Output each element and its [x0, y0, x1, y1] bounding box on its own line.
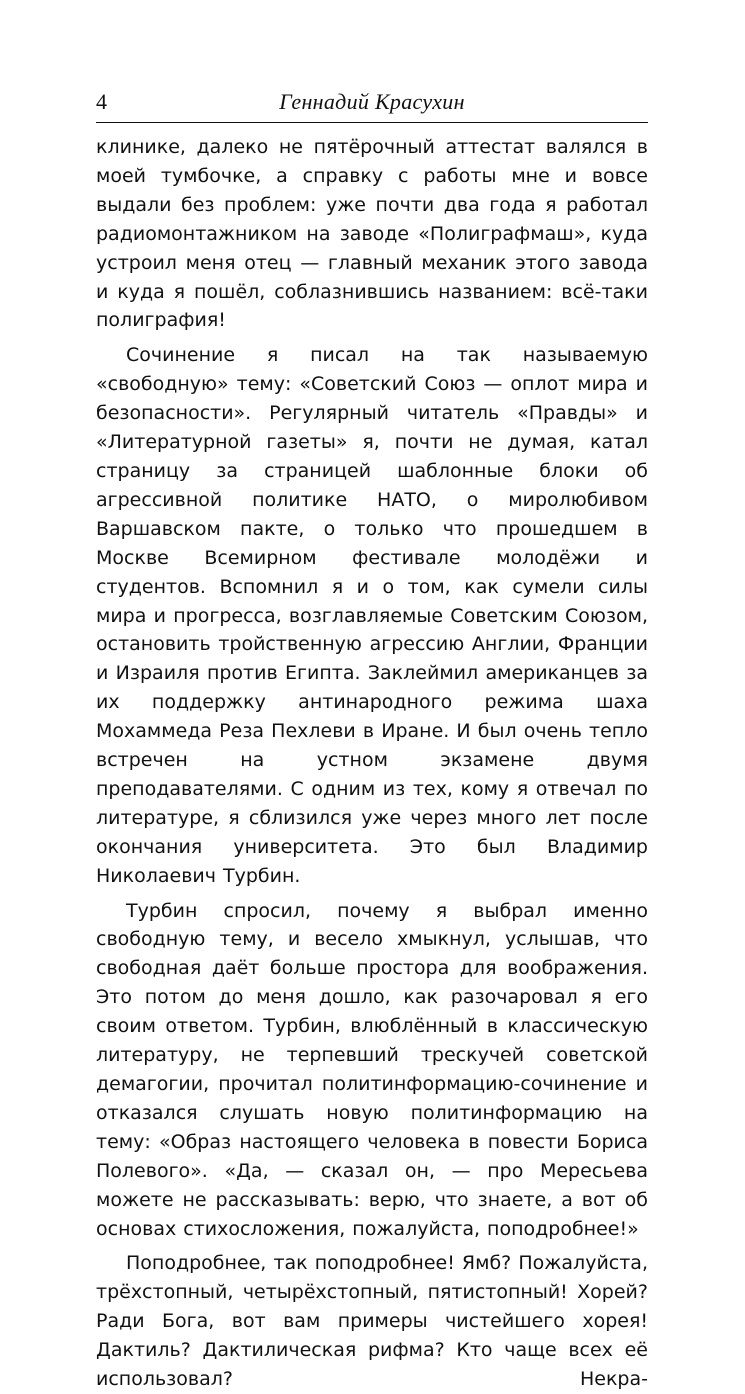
paragraph-continuation: клинике, далеко не пятёрочный аттестат валялся в моей тумбочке, а справку с работы мне и вовсе выдали без проблем: уже почти два года я работал радиомонтажником на заводе «Полиграфмаш», куда устроил меня отец — главный механик этого завода и куда я пошёл, соблазнившись названием: всё-таки полиграфия!	[96, 136, 648, 332]
running-head	[96, 88, 648, 118]
running-title-author: Геннадий Красухин	[279, 89, 465, 114]
body-text	[96, 133, 648, 1394]
paragraph: Сочинение я писал на так называемую «свободную» тему: «Советский Союз — оплот мира и безопасности». Регулярный читатель «Правды» и «Литературной газеты» я, почти не думая, катал страницу за страницей шаблонные блоки об агрессивной политике НАТО, о миролюбивом Варшавском пакте, о только что прошедшем в Москве Всемирном фестивале молодёжи и студентов. Вспомнил я и о том, как сумели силы мира и прогресса, возглавляемые Советским Союзом, остановить тройственную агрессию Англии, Франции и Израиля против Египта. Заклеймил американцев за их поддержку антинародного режима шаха Мохаммеда Реза Пехлеви в Иране. И был очень тепло встречен на устном экзамене двумя преподавателями. С одним из тех, кому я отвечал по литературе, я сблизился уже через много лет после окончания университета. Это был Владимир Николаевич Турбин.	[96, 344, 648, 887]
paragraph: Турбин спросил, почему я выбрал именно свободную тему, и весело хмыкнул, услышав, что свободная даёт больше простора для воображения. Это потом до меня дошло, как разочаровал я его своим ответом. Турбин, влюблённый в классическую литературу, не терпевший трескучей советской демагогии, прочитал политинформацию-сочинение и отказался слушать новую политинформацию на тему: «Образ настоящего человека в повести Бориса Полевого». «Да, — сказал он, — про Мересьева можете не рассказывать: верю, что знаете, а вот об основах стихосложения, пожалуйста, поподробнее!»	[96, 899, 648, 1240]
paragraph: Поподробнее, так поподробнее! Ямб? Пожалуйста, трёхстопный, четырёхстопный, пятистопный! Хорей? Ради Бога, вот вам примеры чистейшего хорея! Дактиль? Дактилическая рифма? Кто чаще всех её использовал? Некра-	[96, 1252, 648, 1391]
page-number: 4	[96, 89, 107, 114]
header-rule	[96, 122, 648, 123]
